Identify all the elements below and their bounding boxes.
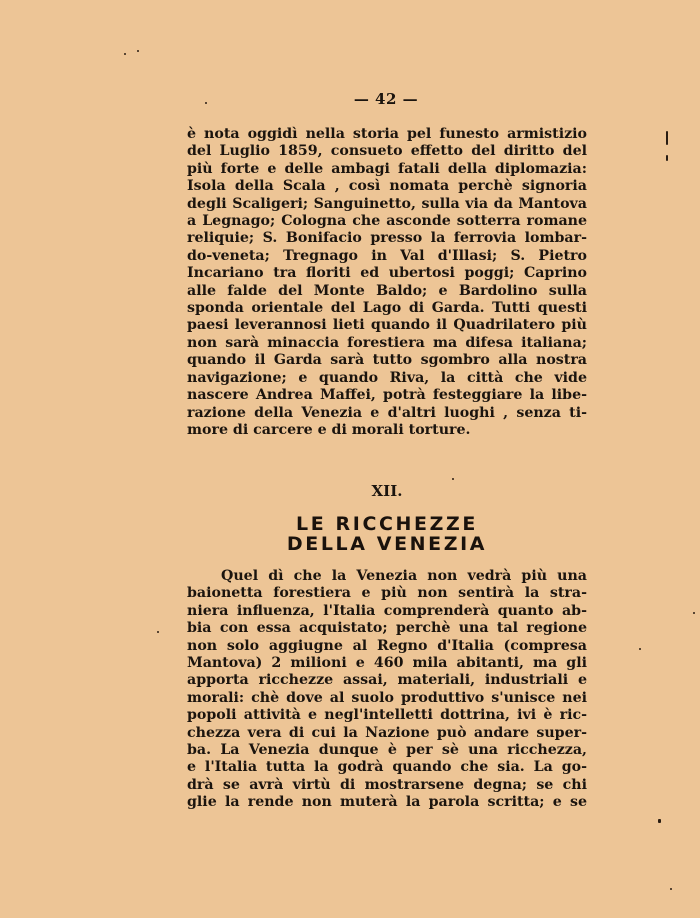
text-line: chezza vera di cui la Nazione può andare super- — [187, 724, 587, 741]
text-line: alle falde del Monte Baldo; e Bardolino sulla — [187, 282, 587, 299]
text-line: popoli attività e negl'intelletti dottrina, ivi è ric- — [187, 707, 587, 724]
text-line: e l'Italia tutta la godrà quando che sia. La go- — [187, 759, 587, 776]
text-line: degli Scaligeri; Sanguinetto, sulla via da Mantova — [187, 195, 587, 212]
scan-mark — [137, 50, 139, 52]
text-line: razione della Venezia e d'altri luoghi , senza ti- — [187, 404, 587, 421]
text-line: drà se avrà virtù di mostrarsene degna; se chi — [187, 776, 587, 793]
text-line: bia con essa acquistato; perchè una tal regione — [187, 620, 587, 637]
scan-mark — [666, 131, 668, 145]
text-line: ba. La Venezia dunque è per sè una ricchezza, — [187, 742, 587, 759]
text-line: è nota oggidì nella storia pel funesto armistizio — [187, 126, 587, 142]
text-line: navigazione; e quando Riva, la città che vide — [187, 369, 587, 386]
text-line: morali: chè dove al suolo produttivo s'unisce nei — [187, 689, 587, 706]
text-line: do-veneta; Tregnago in Val d'Illasi; S. Pietro — [187, 247, 587, 264]
chapter-title — [187, 514, 587, 554]
text-line: baionetta forestiera e più non sentirà la stra- — [187, 585, 587, 602]
text-line: nascere Andrea Maffei, potrà festeggiare la libe- — [187, 387, 587, 404]
section-number: XII. — [371, 482, 403, 500]
text-line: sponda orientale del Lago di Garda. Tutti questi — [187, 300, 587, 317]
text-line: quando il Garda sarà tutto sgombro alla nostra — [187, 352, 587, 369]
scan-mark — [124, 53, 126, 55]
chapter-title-line: LE RICCHEZZE — [296, 513, 478, 535]
scan-mark — [205, 102, 207, 104]
text-line: Quel dì che la Venezia non vedrà più una — [221, 568, 587, 584]
text-line: Incariano tra floriti ed ubertosi poggi; Caprino — [187, 265, 587, 282]
text-line: Isola della Scala , così nomata perchè signoria — [187, 178, 587, 195]
text-line: reliquie; S. Bonifacio presso la ferrovia lombar- — [187, 230, 587, 247]
chapter-title-line: DELLA VENEZIA — [286, 533, 488, 555]
text-line: glie la rende non muterà la parola scritta; e se — [187, 794, 587, 811]
scan-mark — [666, 155, 668, 161]
text-line: paesi leverannosi lieti quando il Quadrilatero più — [187, 317, 587, 334]
scan-mark — [658, 819, 661, 823]
text-line: più forte e delle ambagi fatali della diplomazia: — [187, 160, 587, 177]
text-line: a Legnago; Cologna che asconde sotterra romane — [187, 213, 587, 230]
scan-mark — [670, 888, 672, 890]
scan-mark — [693, 612, 695, 614]
text-line: apporta ricchezze assai, materiali, industriali e — [187, 672, 587, 689]
text-line: niera influenza, l'Italia comprenderà quanto ab- — [187, 602, 587, 619]
text-line: non sarà minaccia forestiera ma difesa italiana; — [187, 334, 587, 351]
paragraph-2 — [187, 568, 587, 812]
page-number: — 42 — — [353, 90, 419, 108]
text-line: non solo aggiugne al Regno d'Italia (compresa — [187, 637, 587, 654]
text-line: more di carcere e di morali torture. — [187, 421, 471, 438]
text-line: del Luglio 1859, consueto effetto del diritto del — [187, 143, 587, 160]
text-line: Mantova) 2 milioni e 460 mila abitanti, ma gli — [187, 655, 587, 672]
paragraph-1 — [187, 126, 587, 439]
scan-mark — [452, 478, 454, 480]
scan-mark — [157, 631, 159, 633]
scan-mark — [639, 648, 641, 650]
